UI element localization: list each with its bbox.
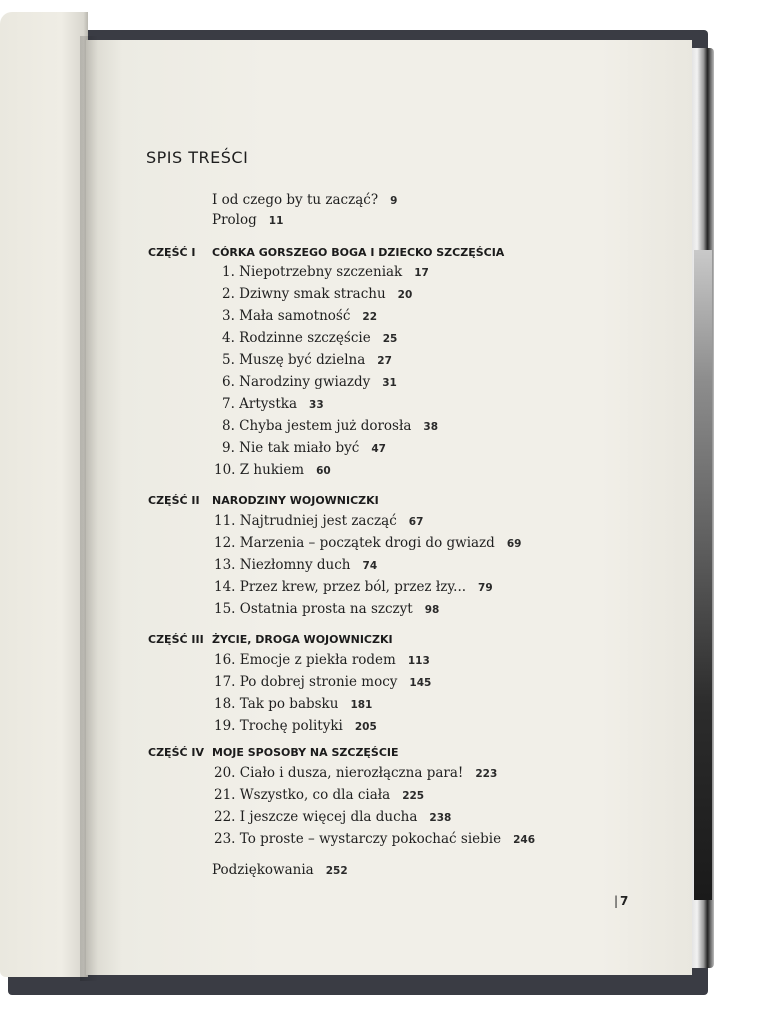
- toc-entry: [222, 374, 397, 390]
- entry-page: 113: [407, 655, 430, 667]
- left-page: [0, 12, 88, 977]
- entry-label: 2. Dziwny smak strachu: [222, 286, 386, 302]
- entry-page: 238: [429, 812, 452, 824]
- entry-page: 38: [423, 421, 439, 433]
- toc-entry: [212, 862, 348, 878]
- entry-label: 1. Niepotrzebny szczeniak: [222, 264, 403, 280]
- entry-page: 9: [390, 195, 398, 207]
- entry-page: 67: [408, 516, 424, 528]
- entry-label: 15. Ostatnia prosta na szczyt: [214, 601, 413, 617]
- entry-label: 12. Marzenia – początek drogi do gwiazd: [214, 535, 495, 551]
- toc-entry: [214, 765, 497, 781]
- toc-entry: [222, 330, 397, 346]
- entry-label: 8. Chyba jestem już dorosła: [222, 418, 412, 434]
- toc-entry: [214, 787, 424, 803]
- entry-label: 11. Najtrudniej jest zacząć: [214, 513, 397, 529]
- entry-page: 79: [478, 582, 493, 594]
- entry-page: 252: [325, 865, 348, 877]
- part-title: NARODZINY WOJOWNICZKI: [212, 494, 379, 507]
- toc-entry: [222, 308, 377, 324]
- entry-label: 6. Narodziny gwiazdy: [222, 374, 371, 390]
- part-label: CZĘŚĆ IV: [148, 746, 204, 759]
- entry-label: 7. Artystka: [222, 396, 298, 412]
- entry-label: 14. Przez krew, przez ból, przez łzy...: [214, 579, 467, 595]
- entry-label: 23. To proste – wystarczy pokochać siebie: [214, 831, 502, 847]
- page-number-value: 7: [620, 894, 629, 908]
- page-number-separator: |: [614, 894, 619, 908]
- part-label: CZĘŚĆ III: [148, 633, 204, 646]
- toc-entry: [214, 696, 372, 712]
- toc-entry: [214, 601, 439, 617]
- entry-page: 98: [424, 604, 440, 616]
- entry-page: 74: [362, 560, 378, 572]
- entry-page: 181: [350, 699, 373, 711]
- toc-entry: [222, 352, 392, 368]
- toc-entry: [212, 212, 283, 228]
- toc-entry: [214, 674, 431, 690]
- entry-page: 205: [354, 721, 377, 733]
- toc-entry: [222, 264, 429, 280]
- entry-page: 225: [402, 790, 425, 802]
- toc-entry: [222, 418, 438, 434]
- part-heading: [148, 494, 379, 507]
- toc-entry: [214, 513, 423, 529]
- entry-page: 33: [309, 399, 324, 411]
- entry-label: 18. Tak po babsku: [214, 696, 339, 712]
- back-cover-photo-strip: [694, 250, 712, 900]
- toc-entry: [222, 396, 324, 412]
- entry-page: 17: [414, 267, 429, 279]
- entry-label: 13. Niezłomny duch: [214, 557, 351, 573]
- part-title: ŻYCIE, DROGA WOJOWNICZKI: [212, 633, 393, 646]
- toc-entry: [214, 652, 430, 668]
- entry-label: 3. Mała samotność: [222, 308, 351, 324]
- entry-page: 27: [377, 355, 392, 367]
- part-heading: [148, 246, 504, 259]
- part-heading: [148, 746, 399, 759]
- toc-entry: [214, 535, 521, 551]
- entry-page: 246: [513, 834, 536, 846]
- entry-label: Prolog: [212, 212, 257, 228]
- entry-label: 22. I jeszcze więcej dla ducha: [214, 809, 418, 825]
- part-label: CZĘŚĆ II: [148, 494, 200, 507]
- toc-entry: [214, 718, 377, 734]
- toc-title: SPIS TREŚCI: [146, 148, 249, 167]
- toc-entry: [214, 557, 377, 573]
- entry-label: I od czego by tu zacząć?: [212, 192, 379, 208]
- toc-entry: [222, 286, 412, 302]
- part-label: CZĘŚĆ I: [148, 246, 196, 259]
- part-title: MOJE SPOSOBY NA SZCZĘŚCIE: [212, 746, 399, 759]
- entry-label: 16. Emocje z piekła rodem: [214, 652, 396, 668]
- entry-label: Podziękowania: [212, 862, 314, 878]
- entry-label: 4. Rodzinne szczęście: [222, 330, 371, 346]
- entry-label: 5. Muszę być dzielna: [222, 352, 366, 368]
- entry-label: 10. Z hukiem: [214, 462, 305, 478]
- entry-page: 223: [475, 768, 498, 780]
- entry-label: 20. Ciało i dusza, nierozłączna para!: [214, 765, 464, 781]
- entry-page: 145: [409, 677, 432, 689]
- entry-page: 31: [382, 377, 397, 389]
- part-title: CÓRKA GORSZEGO BOGA I DZIECKO SZCZĘŚCIA: [212, 246, 505, 259]
- entry-label: 19. Trochę polityki: [214, 718, 343, 734]
- entry-label: 17. Po dobrej stronie mocy: [214, 674, 398, 690]
- part-heading: [148, 633, 393, 646]
- entry-page: 11: [268, 215, 284, 227]
- entry-page: 20: [397, 289, 413, 301]
- toc-entry: [214, 809, 451, 825]
- entry-page: 25: [382, 333, 398, 345]
- entry-label: 21. Wszystko, co dla ciała: [214, 787, 391, 803]
- toc-entry: [214, 831, 535, 847]
- entry-page: 60: [316, 465, 331, 477]
- entry-page: 47: [371, 443, 386, 455]
- entry-page: 69: [506, 538, 522, 550]
- toc-entry: [214, 579, 493, 595]
- entry-page: 22: [362, 311, 378, 323]
- spine-shadow: [80, 36, 98, 981]
- toc-entry: [212, 192, 397, 208]
- toc-entry: [214, 462, 331, 478]
- toc-entry: [222, 440, 386, 456]
- entry-label: 9. Nie tak miało być: [222, 440, 360, 456]
- page-number: [614, 894, 628, 908]
